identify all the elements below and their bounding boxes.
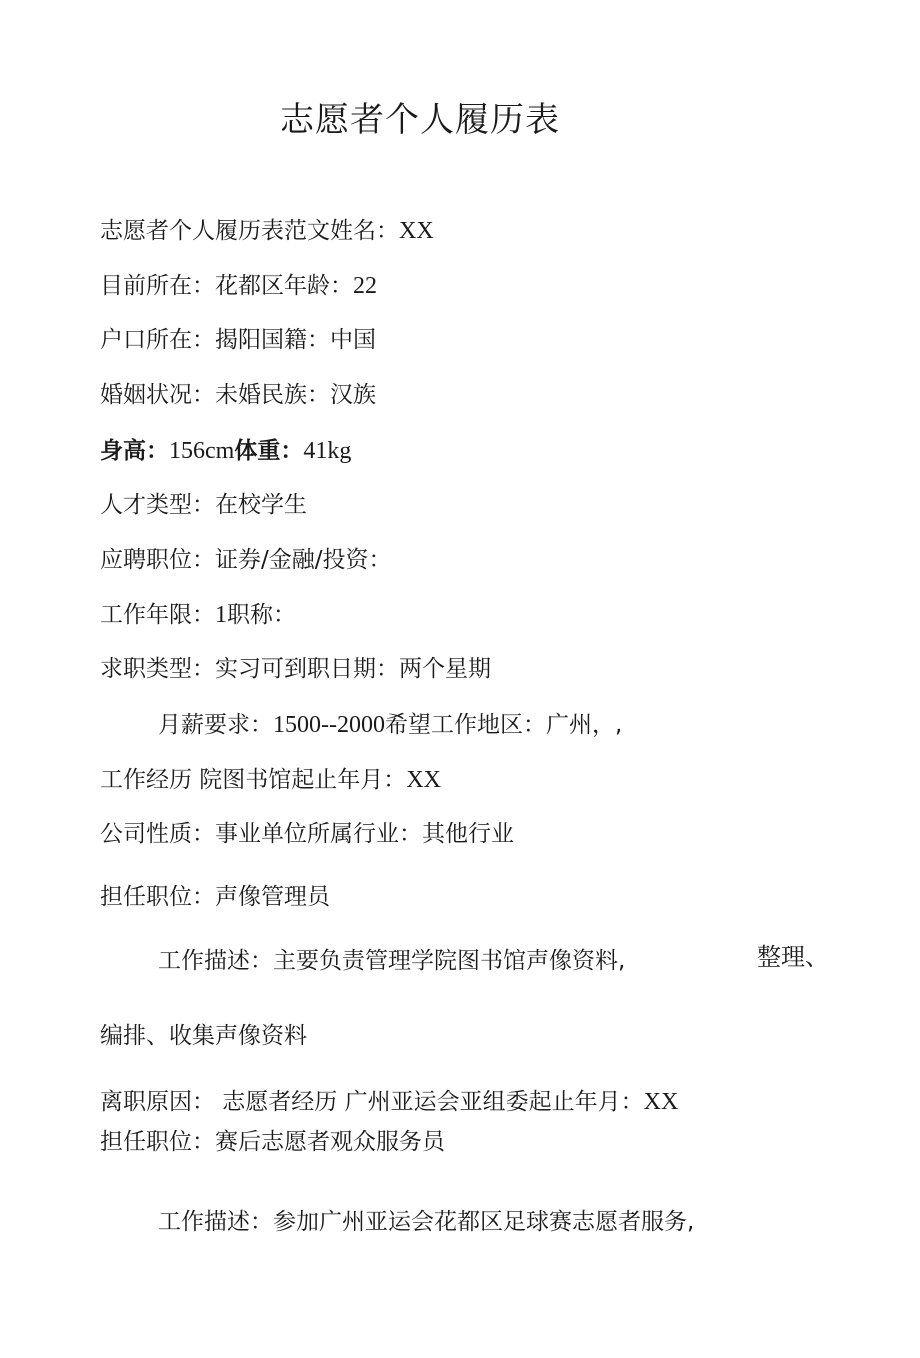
line-label-2: 职称： <box>227 602 296 628</box>
line-value-2: 41kg <box>303 438 352 464</box>
line-value: 22 <box>353 273 377 299</box>
line-marital-ethnicity <box>100 380 376 410</box>
line-label-2: 体重： <box>234 438 304 464</box>
line-work-experience <box>100 765 441 795</box>
line-label: 担任职位：声像管理员 <box>100 884 330 910</box>
line-salary <box>158 710 622 740</box>
line-leaving-reason <box>100 1087 678 1117</box>
line-work-description <box>158 946 625 976</box>
line-value: 1 <box>215 602 227 628</box>
side-note: 整理、 <box>757 943 829 971</box>
line-location-age <box>100 271 377 301</box>
line-name <box>100 216 434 246</box>
line-label: 工作描述：主要负责管理学院图书馆声像资料, <box>158 948 626 974</box>
line-label: 公司性质：事业单位所属行业：其他行业 <box>100 821 514 847</box>
line-value: XX <box>406 767 441 793</box>
line-label: 求职类型：实习可到职日期：两个星期 <box>100 656 491 682</box>
line-label: 工作经历 院图书馆起止年月： <box>100 767 407 793</box>
document-title: 志愿者个人履历表 <box>280 100 560 140</box>
line-position-applied <box>100 545 392 575</box>
line-label-2: 希望工作地区：广州，, <box>384 712 623 738</box>
line-value: XX <box>643 1089 679 1115</box>
line-hukou-nationality <box>100 325 376 355</box>
line-label: 工作描述：参加广州亚运会花都区足球赛志愿者服务, <box>158 1209 695 1235</box>
line-label: 志愿者个人履历表范文姓名： <box>100 218 399 244</box>
line-job-type <box>100 654 491 684</box>
line-label: 工作年限： <box>100 602 215 628</box>
line-height-weight <box>100 436 351 466</box>
line-label: 身高： <box>100 438 169 464</box>
line-label: 人才类型：在校学生 <box>100 492 307 518</box>
line-talent-type <box>100 490 307 520</box>
line-label: 月薪要求： <box>158 712 273 738</box>
line-position-held <box>100 882 330 912</box>
line-value: 156cm <box>169 438 235 464</box>
line-label: 离职原因： 志愿者经历 广州亚运会亚组委起止年月： <box>100 1089 644 1115</box>
line-label: 应聘职位：证券/金融/投资： <box>100 547 392 573</box>
line-volunteer-position <box>100 1127 445 1157</box>
line-label: 户口所在：揭阳国籍：中国 <box>100 327 376 353</box>
line-volunteer-description <box>158 1207 694 1237</box>
line-description-continued <box>100 1021 307 1051</box>
line-label: 担任职位：赛后志愿者观众服务员 <box>100 1129 445 1155</box>
line-label: 婚姻状况：未婚民族：汉族 <box>100 382 376 408</box>
line-company-nature <box>100 819 514 849</box>
line-label: 目前所在：花都区年龄： <box>100 273 353 299</box>
line-value: 1500--2000 <box>273 712 385 738</box>
line-work-years-title <box>100 600 296 630</box>
line-label: 编排、收集声像资料 <box>100 1023 307 1049</box>
line-value: XX <box>399 218 434 244</box>
